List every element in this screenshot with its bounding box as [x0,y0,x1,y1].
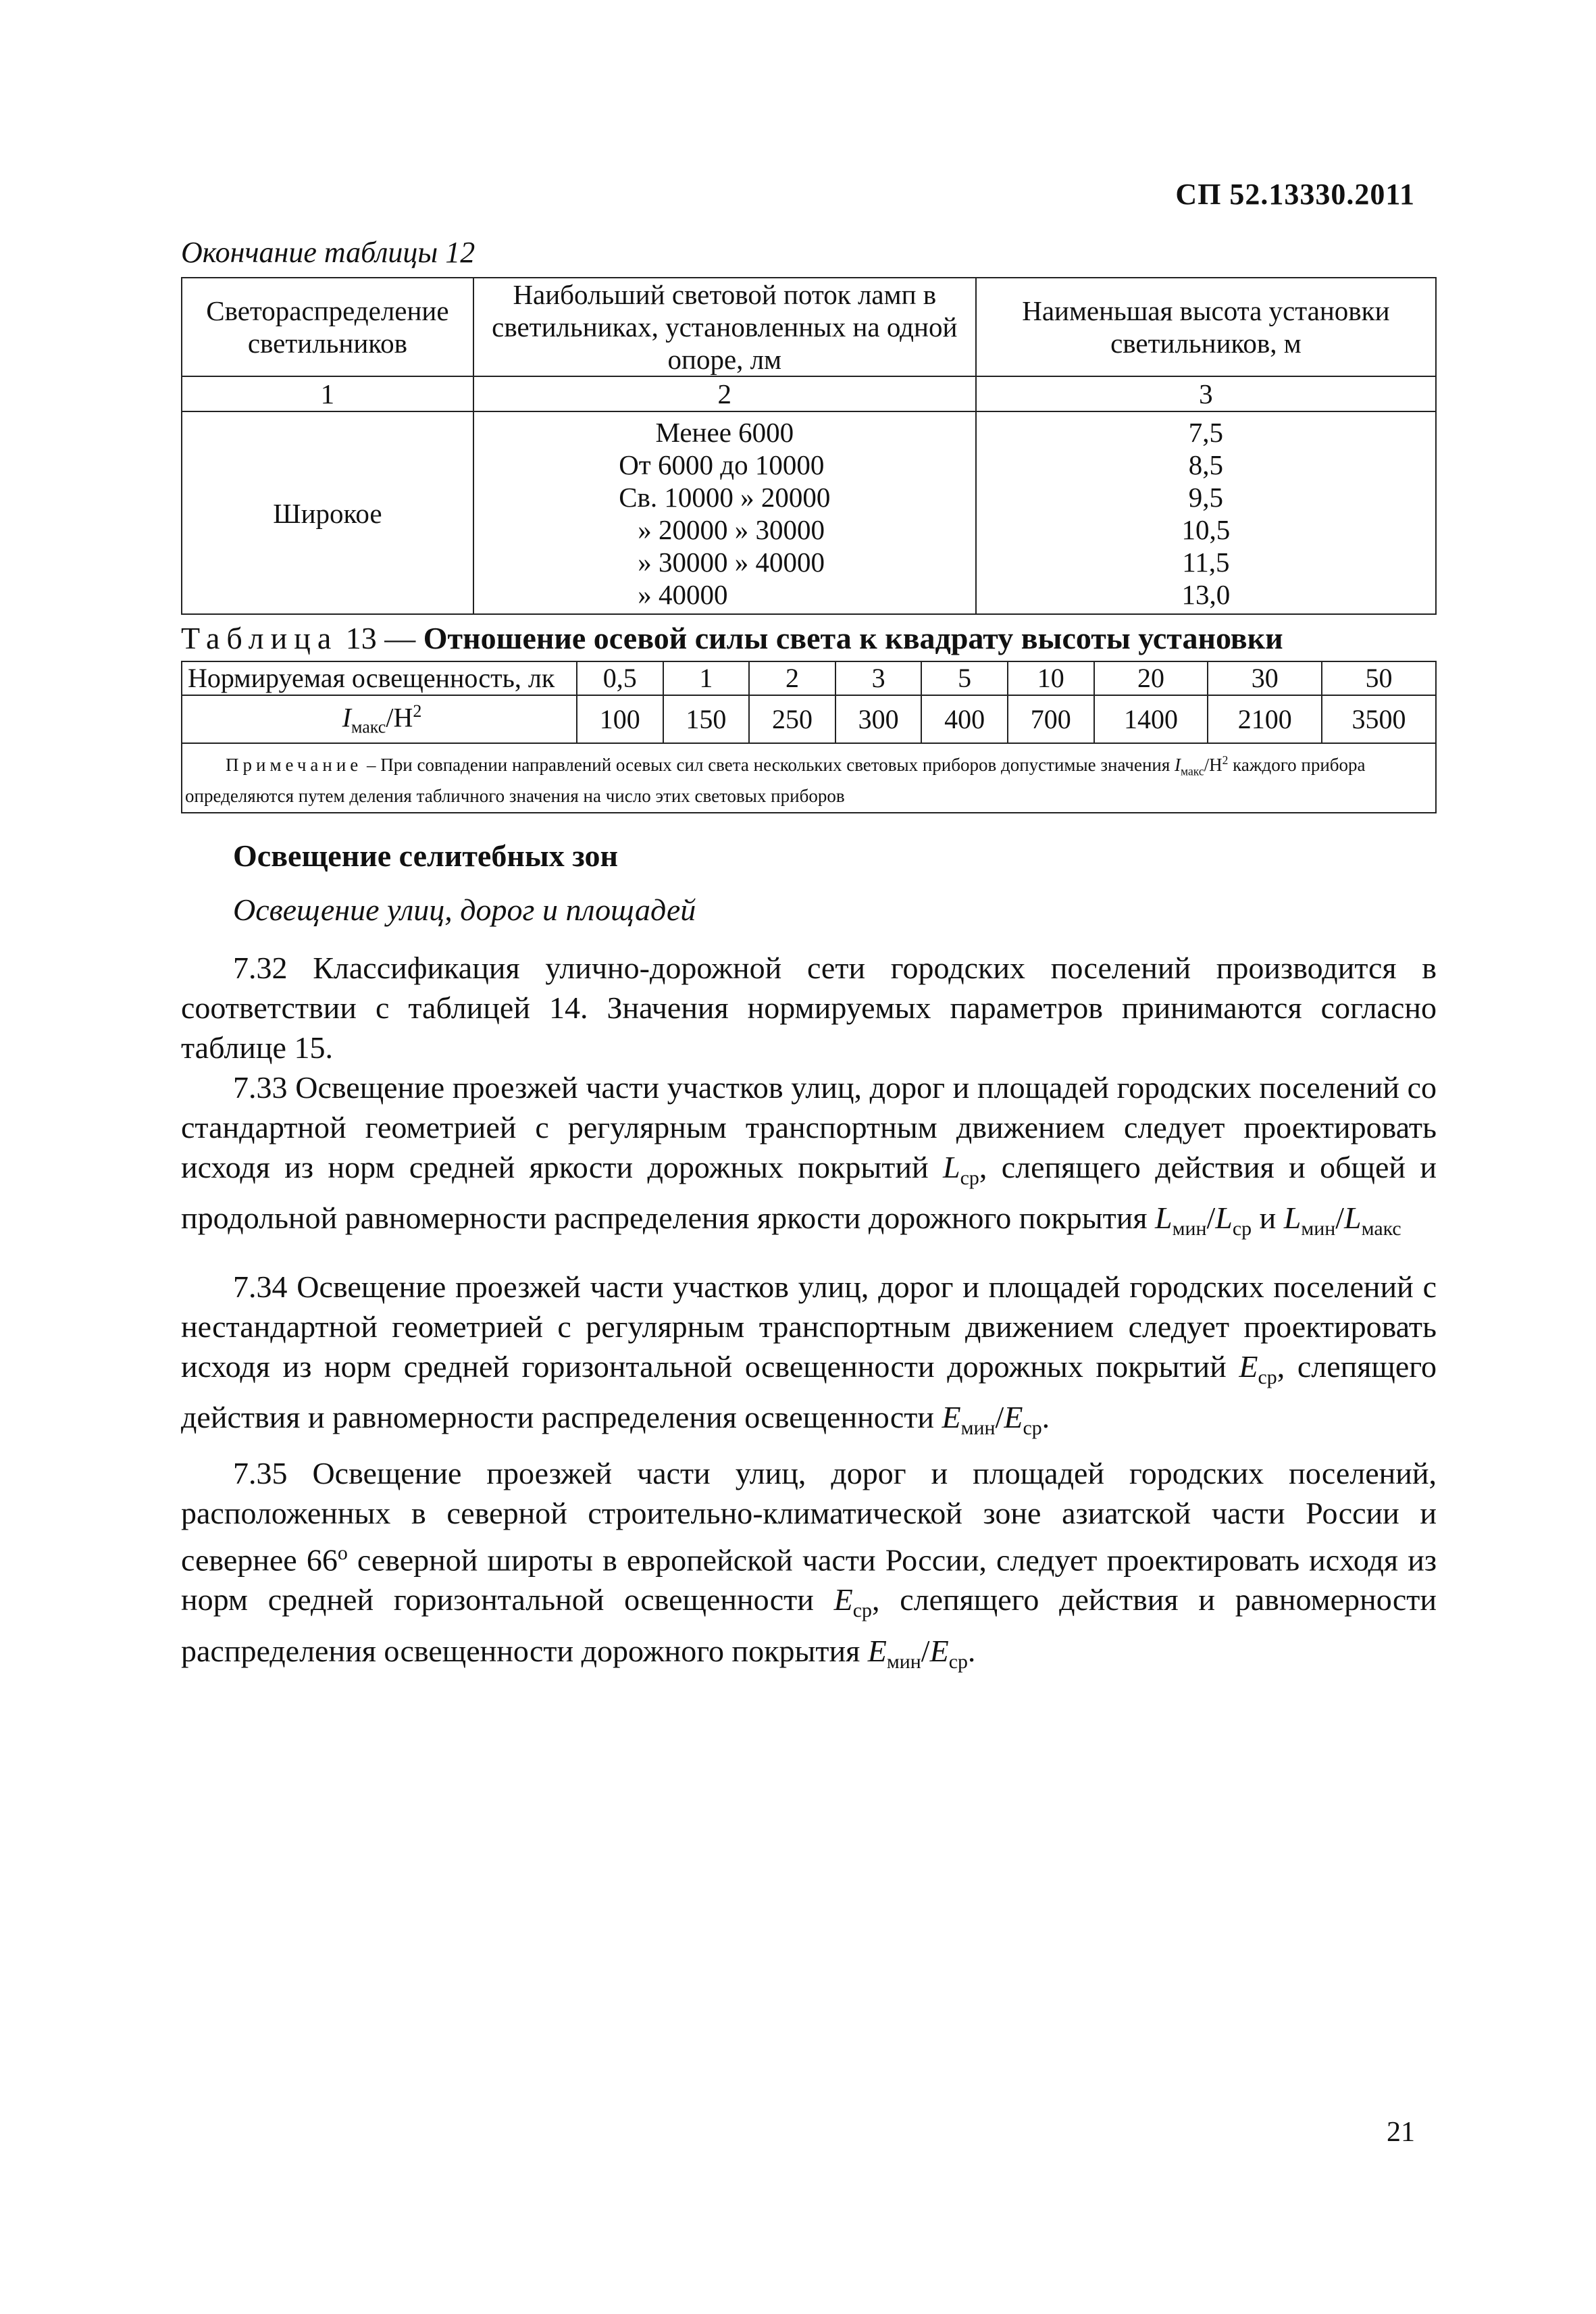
slash: / [995,1400,1004,1435]
table12-col-header-1: Светораспределение светильников [182,278,473,376]
table13-cell: 400 [921,695,1008,743]
table13-note-row [182,743,1436,812]
table12-height-cell [976,411,1436,614]
table12-flux-value: » 30000 » 40000 [638,547,825,578]
table12-flux-value: Св. 10000 » 20000 [619,482,831,513]
symbol-e: E [942,1400,961,1435]
table13-caption [181,620,1283,656]
table13-cell: 3500 [1322,695,1436,743]
subscript: ср [852,1599,872,1622]
degree-mark: о [337,1542,348,1564]
paragraph-text: 7.33 Освещение проезжей части участков улиц, дорог и площадей городских поселений со стандартной геометрией с регулярным транспортным движением следует проектировать исходя из норм средней яркости дорожных покрытий [181,1070,1437,1184]
slash: / [1206,1201,1216,1236]
subscript: ср [1258,1366,1277,1389]
paragraph-text: 7.34 Освещение проезжей части участков улиц, дорог и площадей городских поселений с нестандартной геометрией с регулярным транспортным движением следует проектировать исходя из норм средней горизонтальной освещенности дорожных покрытий [181,1269,1437,1384]
table12-header-row [182,278,1436,376]
paragraph-text: , слепящего действия и равномерности распределения освещенности [181,1349,1437,1435]
symbol-l: L [1283,1201,1302,1236]
table13-cell: 250 [749,695,835,743]
symbol-l: L [943,1150,960,1184]
table13-cell: 1 [663,661,750,695]
symbol-e: E [1004,1400,1023,1435]
subscript: макс [351,717,386,737]
symbol-l: L [1155,1201,1173,1236]
table12-group-label: Широкое [182,411,473,614]
note-text: каждого прибора определяются путем деления табличного значения на число этих световых приборов [185,755,1366,806]
table12-body-row [182,411,1436,614]
table13-cell: 700 [1008,695,1094,743]
table12-height-value: 9,5 [1188,482,1223,513]
paragraph-7-35 [181,1453,1437,1682]
table13-cell: 2100 [1208,695,1322,743]
subscript: мин [1301,1217,1336,1240]
table12-index-cell: 1 [182,376,473,411]
paragraph-text: северной широты в европейской части России, следует проектировать исходя из норм средней горизонтальной освещенности [181,1542,1437,1617]
symbol-e: E [833,1582,853,1617]
symbol-i: I [1175,755,1181,776]
table13-cell: 0,5 [577,661,663,695]
table12-index-cell: 2 [473,376,976,411]
table12-height-value: 7,5 [1188,417,1223,448]
table13-cell: 1400 [1094,695,1208,743]
conjunction: и [1252,1201,1284,1236]
period: . [967,1633,976,1668]
table13-caption-title: Отношение осевой силы света к квадрату высоты установки [423,621,1283,655]
subscript: ср [960,1167,979,1190]
table13-cell: 5 [921,661,1008,695]
page-number: 21 [1387,2117,1415,2148]
table13-cell: 30 [1208,661,1322,695]
subscript: ср [1232,1217,1252,1240]
symbol-i: I [342,702,351,733]
table13-cell: 300 [835,695,922,743]
table13-caption-number: 13 [345,621,377,655]
subscript: макс [1361,1217,1401,1240]
subscript: мин [886,1650,921,1673]
subscript: ср [948,1650,968,1673]
table12-height-value: 13,0 [1181,579,1231,610]
table12-col-header-2: Наибольший световой поток ламп в светильниках, установленных на одной опоре, лм [473,278,976,376]
label-text: /H [386,702,413,733]
paragraph-text: 7.35 Освещение проезжей части улиц, дорог и площадей городских поселений, расположенных в северной строительно-климатической зоне азиатской части России и севернее 66 [181,1456,1437,1578]
note-text: /H [1204,755,1222,776]
section-subtitle: Освещение улиц, дорог и площадей [233,892,696,927]
paragraph-7-33 [181,1067,1437,1249]
slash: / [921,1633,930,1668]
period: . [1041,1400,1050,1435]
superscript: 2 [413,701,422,721]
table13-row-label [182,695,577,743]
symbol-e: E [1239,1349,1258,1384]
symbol-e: E [929,1633,949,1668]
table12-flux-cell [473,411,976,614]
table13-cell: 3 [835,661,922,695]
table13-cell: 50 [1322,661,1436,695]
table12-height-value: 8,5 [1188,449,1223,480]
table13-row-label: Нормируемая освещенность, лк [182,661,577,695]
symbol-l: L [1344,1201,1362,1236]
table12-index-row [182,376,1436,411]
table13-cell: 150 [663,695,750,743]
slash: / [1335,1201,1345,1236]
subscript: мин [960,1417,996,1440]
table13-cell: 20 [1094,661,1208,695]
superscript: 2 [1222,753,1229,768]
paragraph-text: , слепящего действия и равномерности распределения освещенности дорожного покрытия [181,1582,1437,1668]
table13-caption-dash: — [376,621,423,655]
subscript: мин [1172,1217,1207,1240]
document-code: СП 52.13330.2011 [1175,178,1415,211]
subscript: ср [1023,1417,1042,1440]
note-text: – При совпадении направлений осевых сил света нескольких световых приборов допустимые значения [362,755,1175,776]
table12-col-header-3: Наименьшая высота установки светильников, м [976,278,1436,376]
table12-index-cell: 3 [976,376,1436,411]
symbol-l: L [1215,1201,1233,1236]
table13-cell: 10 [1008,661,1094,695]
table12-flux-value: От 6000 до 10000 [619,449,825,480]
table13-cell: 2 [749,661,835,695]
section-title: Освещение селитебных зон [233,838,618,873]
table13-row-illuminance [182,661,1436,695]
paragraph-7-32: 7.32 Классификация улично-дорожной сети городских поселений производится в соответствии с таблицей 14. Значения нормируемых параметров принимаются согласно таблице 15. [181,951,1437,1065]
symbol-e: E [867,1633,887,1668]
paragraph-text: , слепящего действия и общей и продольной равномерности распределения яркости дорожного покрытия [181,1150,1437,1236]
table12-flux-value: » 40000 [638,579,728,610]
table13-cell: 100 [577,695,663,743]
table12-height-value: 11,5 [1182,547,1230,578]
table12-flux-value: Менее 6000 [655,417,794,448]
table13-row-ratio [182,695,1436,743]
subscript: макс [1181,764,1204,778]
paragraph-7-34 [181,1267,1437,1448]
table13 [181,661,1437,813]
table12-caption: Окончание таблицы 12 [181,236,475,269]
table13-note [182,743,1436,812]
note-label: Примечание [226,755,363,776]
table12-flux-value: » 20000 » 30000 [638,514,825,545]
table12 [181,277,1437,615]
table12-height-value: 10,5 [1181,514,1231,545]
table13-caption-prefix: Таблица [181,621,338,655]
